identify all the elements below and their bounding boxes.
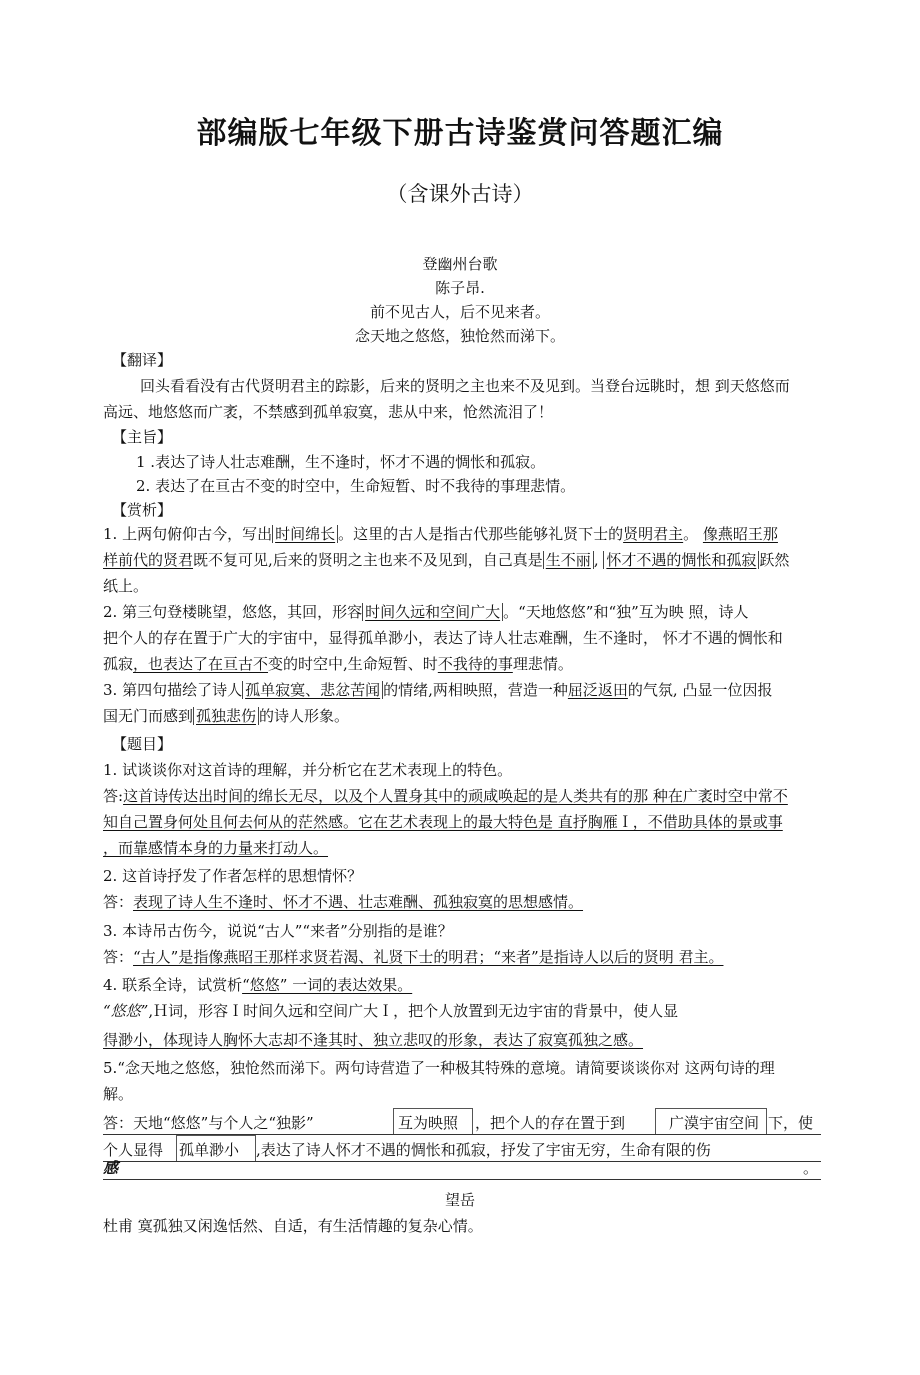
text: 4. 联系全诗，试赏析 — [103, 976, 243, 994]
text: 。“天地悠悠”和“独”互为映 照，诗人 — [503, 603, 749, 621]
poem-author: 陈子昂. — [435, 279, 485, 297]
text: 3. 第四句描绘了诗人 — [103, 681, 243, 699]
text: 。 — [803, 1159, 819, 1177]
text: 跃然 — [759, 551, 790, 569]
question-text: 2. 这首诗抒发了作者怎样的思想情怀？ — [103, 867, 363, 885]
text: 的气氛, 凸显一位因报 — [627, 681, 773, 699]
appreciation-paragraph — [103, 599, 825, 625]
answer-text: 得渺小，体现诗人胸怀大志却不逢其时、独立悲叹的形象，表达了寂寞孤独之感。 — [103, 1031, 644, 1049]
translation-text: 回头看看没有古代贤明君主的踪影，后来的贤明之主也来不及见到。当登台远眺时，想 到天悠悠而 — [140, 377, 790, 395]
poem-line: 念天地之悠悠，独怆然而涕下。 — [354, 327, 565, 345]
question-text — [103, 972, 825, 998]
answer-blank: 孤单寂寞、悲忿苦闻 — [242, 681, 383, 699]
theme-heading: 【主旨】 — [112, 428, 173, 446]
answer-blank: 时间久远和空间广大 — [362, 603, 503, 621]
answer-prefix: 答： — [103, 893, 134, 911]
text: 下，使 — [768, 1114, 814, 1132]
appreciation-heading: 【赏析】 — [112, 501, 173, 519]
answer-prefix: 答: — [103, 787, 124, 805]
theme-item: 2. 表达了在亘古不变的时空中，生命短暂、时不我待的事理悲情。 — [136, 477, 576, 495]
text: 个人显得 — [103, 1141, 164, 1159]
answer-blank: 生不丽 — [543, 551, 594, 569]
text: , — [593, 551, 604, 569]
underlined-text: 屈泛返田 — [567, 681, 628, 699]
appreciation-paragraph — [103, 651, 825, 677]
page-title: 部编版七年级下册古诗鉴赏问答题汇编 — [196, 116, 724, 151]
underlined-text: “悠悠” 一词的表达效果。 — [242, 976, 413, 994]
text: 变的时空中,生命短暂、时 — [268, 655, 438, 673]
question-text: 解。 — [103, 1085, 134, 1103]
poem-title: 望岳 — [444, 1191, 475, 1209]
question-text: 1. 试谈谈你对这首诗的理解，并分析它在艺术表现上的特色。 — [103, 761, 513, 779]
appreciation-paragraph — [103, 547, 825, 573]
answer-blank: 孤独悲伤 — [193, 707, 259, 725]
underlined-answer: “古人”是指像燕昭王那样求贤若渴、礼贤下士的明君；“来者”是指诗人以后的贤明 君主。 — [133, 948, 724, 966]
text: 1. 上两句俯仰古今，写出 — [103, 525, 273, 543]
answer-text: 知自己置身何处且何去何从的茫然感。它在艺术表现上的最大特色是 直抒胸雁Ｉ，不借助具体的景或事 — [103, 813, 783, 831]
text: 国无门而感到 — [103, 707, 194, 725]
text: 感 — [103, 1159, 119, 1177]
poem-line: 前不见古人，后不见来者。 — [369, 303, 550, 321]
poem-note: 杜甫 寞孤独又闲逸恬然、自适，有生活情趣的复杂心情。 — [103, 1217, 483, 1235]
text: 。 — [683, 525, 703, 543]
answer-text — [103, 783, 825, 809]
text: 既不复可见,后来的贤明之主也来不及见到，自己真是 — [193, 551, 543, 569]
answer-text — [103, 889, 825, 915]
underlined-text: 样前代的贤君 — [103, 551, 194, 569]
text: 答：天地“悠悠”与个人之“独影” — [103, 1114, 314, 1132]
underlined-text: ，也表达了在亘古不 — [133, 655, 269, 673]
text: 的诗人形象。 — [259, 707, 350, 725]
underlined-text: 贤明君主 — [623, 525, 684, 543]
translation-text: 高远、地悠悠而广袤，不禁感到孤单寂寞，悲从中来，怆然流泪了！ — [103, 403, 554, 421]
answer-box-text: 互为映照 — [398, 1114, 459, 1132]
answer-box-text: 孤单渺小 — [179, 1141, 240, 1159]
answer-row — [103, 1108, 821, 1135]
underlined-answer: 表现了诗人生不逢时、怀才不遇、壮志难酬、孤独寂寞的思想感情。 — [133, 893, 584, 911]
theme-item: 1 .表达了诗人壮志难酬，生不逢时，怀才不遇的惆怅和孤寂。 — [136, 453, 546, 471]
appreciation-paragraph — [103, 703, 825, 729]
text: 的情绪,两相映照，营造一种 — [383, 681, 568, 699]
page-subtitle: （含课外古诗） — [386, 182, 534, 206]
answer-blank: 时间绵长 — [272, 525, 338, 543]
text: 2. 第三句登楼眺望，悠悠，其回，形容 — [103, 603, 363, 621]
answer-keyword: “悠悠” — [103, 1002, 149, 1020]
underlined-text: 像燕昭王那 — [702, 525, 778, 543]
answer-text — [103, 944, 825, 970]
answer-prefix: 答： — [103, 948, 134, 966]
appreciation-paragraph — [103, 677, 825, 703]
questions-heading: 【题目】 — [112, 735, 173, 753]
translation-heading: 【翻译】 — [112, 351, 173, 369]
appreciation-paragraph — [103, 521, 825, 547]
answer-box-text: 广漠宇宙空间 — [669, 1114, 760, 1132]
appreciation-paragraph: 把个人的存在置于广大的宇宙中，显得孤单渺小，表达了诗人壮志难酬，生不逢时， 怀才不遇的惆怅和 — [103, 629, 783, 647]
text: ，把个人的存在置于到 — [475, 1114, 626, 1132]
text: 理悲情。 — [512, 655, 573, 673]
answer-text — [103, 998, 825, 1024]
question-text: 5.“念天地之悠悠，独怆然而涕下。两句诗营造了一种极其特殊的意境。请简要谈谈你对 这两句诗的理 — [103, 1059, 775, 1077]
poem-title: 登幽州台歌 — [422, 255, 498, 273]
divider-line — [103, 1179, 821, 1180]
answer-text: ，而靠感情本身的力量来打动人。 — [103, 839, 329, 857]
underlined-answer: 这首诗传达出时间的绵长无尽，以及个人置身其中的顽咸唤起的是人类共有的那 种在广袤时空中常不 — [123, 787, 788, 805]
appreciation-paragraph: 纸上。 — [103, 577, 149, 595]
underlined-text: 不我待的事 — [437, 655, 513, 673]
answer-blank: 怀才不遇的惆怅和孤寂 — [603, 551, 759, 569]
text: ,表达了诗人怀才不遇的惆怅和孤寂，抒发了宇宙无穷，生命有限的伤 — [256, 1141, 711, 1159]
text: 。这里的古人是指古代那些能够礼贤下士的 — [338, 525, 624, 543]
text: ,Ｈ词，形容Ｉ时间久远和空间广大Ｉ，把个人放置到无边宇宙的背景中，使人显 — [148, 1002, 679, 1020]
question-text: 3. 本诗吊古伤今，说说“古人”“来者”分别指的是谁？ — [103, 922, 453, 940]
text: 孤寂 — [103, 655, 134, 673]
answer-row — [103, 1157, 821, 1179]
